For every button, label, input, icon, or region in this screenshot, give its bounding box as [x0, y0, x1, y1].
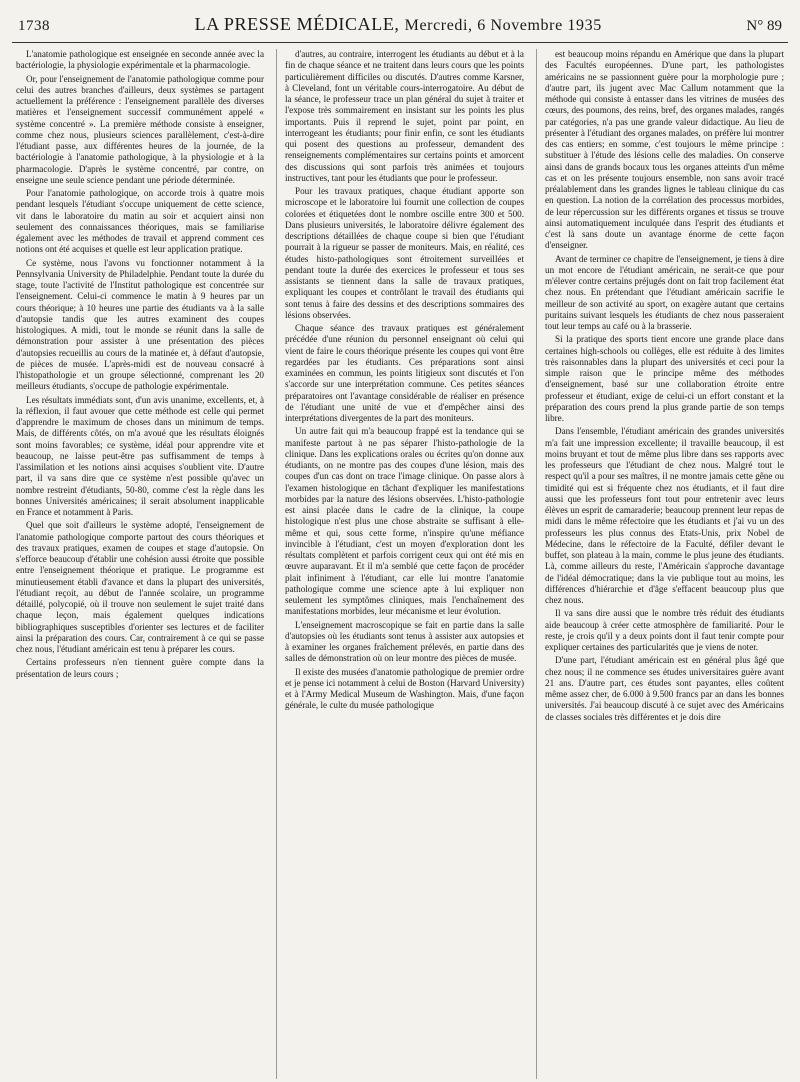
paragraph: Les résultats immédiats sont, d'un avis unanime, excellents, et, à la réflexion, il faut avouer que cette méthode est celle qui permet d'apprendre le maximum de choses dans un minimum de temps. Mais, de différents côtés, on m'a avoué que les résultats éloignés sont moins favorables; ce système, idéal pour apprendre vite et beaucoup, ne laisse peut-être pas suffisamment de temps à l'assimilation et les notions ainsi acquises s'oublient vite. D'autre part, il va sans dire que ce système n'est possible qu'avec un nombre restreint d'étudiants, 50-80, comme c'est la règle dans les bonnes Universités américaines; il serait absolument inapplicable en France et notamment à Paris.	[16, 394, 264, 517]
paragraph: Un autre fait qui m'a beaucoup frappé est la tendance qui se manifeste partout à ne pas séparer l'histo-pathologie de la clinique. Dans les explications orales ou écrites qu'on donne aux étudiants, on ne montre pas des coupes d'une lésion, mais des coupes d'un cas dont on trace l'image clinique. On passe alors à l'examen histologique en tâchant d'expliquer les manifestations morbides par la nature des lésions observées. L'histo-pathologie est ainsi placée dans le cadre de la clinique, la coupe histologique n'est plus une chose abstraite se suffisant à elle-même et qui, sous cette forme, n'inspire qu'une méfiance invincible à l'étudiant, c'est un moyen d'exploration dont les résultats complètent et parfois corrigent ceux qui ont été mis en œuvre auparavant. Et il m'a semblé que cette façon de procéder plait infiniment à l'étudiant, car elle lui montre l'anatomie pathologique comme une science apte à lui expliquer non seulement les symptômes cliniques, mais l'enchaînement des manifestations morbides, leur mécanisme et leur évolution.	[285, 426, 524, 617]
paragraph: Pour l'anatomie pathologique, on accorde trois à quatre mois pendant lesquels l'étudiant s'occupe uniquement de cette science, vit dans le laboratoire du matin au soir et acquiert ainsi non seulement des connaissances théoriques, mais se familiarise également avec les méthodes de travail et apprend comment ces notions ont été acquises et quelle est leur application pratique.	[16, 188, 264, 255]
paragraph: D'une part, l'étudiant américain est en général plus âgé que chez nous; il ne commence ses études universitaires guère avant 21 ans. D'autre part, ces études sont payantes, elles coûtent même assez cher, de 6.000 à 9.500 francs par an dans les bonnes universités. J'ai beaucoup discuté à ce sujet avec des Américains de classes sociales très différentes et je dois dire	[545, 655, 784, 722]
column-3	[536, 49, 784, 1079]
article-columns	[12, 43, 788, 1079]
issue-date: Mercredi, 6 Novembre 1935	[404, 17, 602, 34]
journal-title	[195, 14, 602, 35]
paragraph: Pour les travaux pratiques, chaque étudiant apporte son microscope et le laboratoire lui fournit une collection de coupes colorées et étiquetées dont le nombre oscille entre 300 et 500. Dans plusieurs universités, le laboratoire délivre également des descriptions détaillées de chaque coupe si bien que l'étudiant pourrait à la rigueur se passer de moniteurs. Mais, en réalité, ces études histo-pathologiques sont étroitement surveillées et pendant toute la durée des exercices le professeur et tous ses assistants se tiennent dans la salle de travaux pratiques, expliquant les coupes et contrôlant le travail des étudiants qui sont tenus à faire des dessins et des descriptions sommaires des lésions observées.	[285, 186, 524, 320]
page-number: 1738	[18, 18, 50, 34]
paragraph: L'anatomie pathologique est enseignée en seconde année avec la bactériologie, la physiologie expérimentale et la pharmacologie.	[16, 49, 264, 71]
journal-name: LA PRESSE MÉDICALE,	[194, 14, 400, 34]
paragraph: Si la pratique des sports tient encore une grande place dans certaines high-schools ou collèges, elle est réduite à des limites très raisonnables dans la plupart des universités et ceci pour la simple raison que le principe même des méthodes d'enseignement, basé sur une collaboration étroite entre professeur et étudiant, exige de celui-ci un effort constant et la préparation des cours prend la plus grande partie de son temps libre.	[545, 334, 784, 423]
paragraph: Ce système, nous l'avons vu fonctionner notamment à la Pennsylvania University de Philadelphie. Pendant toute la durée du stage, toute l'activité de l'Institut pathologique est concentrée sur l'enseignement. Celui-ci commence le matin à 9 heures par un cours théorique; à 10 heures une partie des étudiants va à la salle d'autopsie tandis que les autres examinent des coupes histologiques. A midi, tout le monde se réunit dans la salle de démonstration pour assister à une présentation des pièces d'autopsies recueillis au cours de la matinée et, à défaut d'autopsie, de pièces de musée. L'après-midi est de nouveau consacré à l'histopathologie et un groupe sélectionné, comprenant les 20 meilleurs étudiants, s'occupe de pathologie expérimentale.	[16, 257, 264, 392]
issue-number: N° 89	[746, 18, 782, 34]
paragraph: Il existe des musées d'anatomie pathologique de premier ordre et je pense ici notamment à celui de Boston (Harvard University) et à l'Army Medical Museum de Washington. Mais, d'une façon générale, le culte du musée pathologique	[285, 666, 524, 711]
column-2	[276, 49, 524, 1079]
paragraph: Certains professeurs n'en tiennent guère compte dans la présentation de leurs cours ;	[16, 657, 264, 679]
paragraph: Chaque séance des travaux pratiques est généralement précédée d'une réunion du personnel enseignant où celui qui vient de faire le cours théorique présente les coupes qui vont être regardées par les étudiants. Ces préparations sont ainsi examinées en commun, les points litigieux sont discutés et l'on s'accorde sur une interprétation commune. Ces petites séances préparatoires ont l'avantage considérable de réaliser en présence de l'étudiant une unité de vue et d'empêcher ainsi des interprétations divergentes de la part des moniteurs.	[285, 323, 524, 423]
paragraph: Il va sans dire aussi que le nombre très réduit des étudiants aide beaucoup à créer cette atmosphère de familiarité. Pour le reste, je crois qu'il y a deux points dont il faut tenir compte pour expliquer certaines des particularités que je viens de noter.	[545, 608, 784, 652]
paragraph: est beaucoup moins répandu en Amérique que dans la plupart des Facultés européennes. D'une part, les pathologistes américains ne se passionnent guère pour la morphologie pure ; d'autre part, ils jugent avec Mac Callum notamment que la méthode qui consiste à entasser dans les vitrines de musées des cœurs, des poumons, des reins, bref, des organes malades, rangés par catégories, n'a pas une grande valeur didactique. Au lieu de présenter à l'étudiant des organes malades, on préfère lui montrer des cas entiers; en somme, c'est toujours le même principe : substituer à l'étude des lésions celle des maladies. On conserve ainsi dans de grands bocaux tous les organes atteints d'un même cas et on les présente toujours ensemble, non sans avoir tracé préalablement dans les grandes lignes le tableau clinique du cas en question. La notion de la corrélation des processus morbides, de leur répercussion sur les différents organes et tissus se trouve ainsi automatiquement inculquée dans l'esprit des étudiants et c'est là sans doute un avantage énorme de cette façon d'enseigner.	[545, 49, 784, 251]
paragraph: L'enseignement macroscopique se fait en partie dans la salle d'autopsies où les étudiants sont tenus à assister aux autopsies et à examiner les organes fraîchement prélevés, en partie dans des salles de démonstration où on leur montre des pièces de musée.	[285, 619, 524, 664]
paragraph: Quel que soit d'ailleurs le système adopté, l'enseignement de l'anatomie pathologique comporte partout des cours théoriques et des travaux pratiques, examen de coupes et stage d'autopsie. On s'efforce beaucoup d'établir une cohésion aussi étroite que possible entre l'enseignement théorique et pratique. Le programme est minutieusement établi d'avance et dans la plupart des universités, l'étudiant reçoit, au début de l'année scolaire, un programme détaillé, polycopié, où il trouve non seulement le sujet traité dans chaque leçon, mais également quelques indications bibliographiques susceptibles d'orienter ses lectures et de faciliter ainsi la préparation des cours. Car, contrairement à ce qui se passe chez nous, l'étudiant américain est tenu à préparer les cours.	[16, 520, 264, 654]
paragraph: d'autres, au contraire, interrogent les étudiants au début et à la fin de chaque séance et ne traitent dans leurs cours que les points particulièrement difficiles ou discutés. D'autres comme Karsner, à Cleveland, font un véritable cours-interrogatoire. Au début de la séance, le professeur trace un plan général du sujet à traiter et l'expose très sommairement en insistant sur les points les plus importants. Puis il reprend le sujet, point par point, en interrogeant les étudiants; pour finir enfin, ce sont les étudiants qui posent des questions au professeur, demandent des renseignements complémentaires sur certains points et amorcent des discussions qui sont parfois très animées et toujours instructives, tant pour les étudiants que pour le professeur.	[285, 49, 524, 183]
paragraph: Dans l'ensemble, l'étudiant américain des grandes universités m'a fait une impression excellente; il travaille beaucoup, il est moins bruyant et tout de même plus libre dans ses rapports avec les professeurs que l'étudiant de chez nous. Malgré tout le respect qu'il a pour ses maîtres, il ne montre jamais cette gêne ou timidité qui est si fréquente chez nos étudiants, et il faut dire aussi que les professeurs font tout pour entretenir avec leurs élèves un esprit de camaraderie; beaucoup prennent leur repas de midi dans le même réfectoire que les étudiants et j'ai vu un des professeurs les plus connus des Etats-Unis, prix Nobel de Médecine, dans le réfectoire de la Faculté, défiler devant le buffet, son plateau à la main, comme le plus jeune des étudiants. Là, comme ailleurs du reste, l'Américain s'approche davantage de l'idéal démocratique; dans la vie publique tout au moins, les différences d'hiérarchie et d'âge s'effacent beaucoup plus que chez nous.	[545, 426, 784, 605]
column-1	[16, 49, 264, 1079]
paragraph: Or, pour l'enseignement de l'anatomie pathologique comme pour celui des autres branches d'ailleurs, deux systèmes se partagent actuellement la préférence : l'enseignement parallèle des diverses matières et l'enseignement successif communément appelé « système concentré ». La première méthode consiste à enseigner, comme chez nous, plusieurs sciences parallèlement, c'est-à-dire l'étudiant passe, aux différentes heures de la journée, de la bactériologie à l'anatomie pathologique, à la physiologie et à la pharmacologie. D'après le système concentré, par contre, on enseigne une seule science pendant une période déterminée.	[16, 73, 264, 185]
paragraph: Avant de terminer ce chapitre de l'enseignement, je tiens à dire un mot encore de l'étudiant américain, ne serait-ce que pour m'élever contre certains préjugés dont on fait trop facilement état chez nous. En prétendant que l'étudiant américain sacrifie le meilleur de son activité au sport, on exagère autant que certains puritains suivant lesquels les étudiants de chez nous passeraient tout leur temps au café ou à la brasserie.	[545, 253, 784, 331]
page-header	[12, 14, 788, 43]
